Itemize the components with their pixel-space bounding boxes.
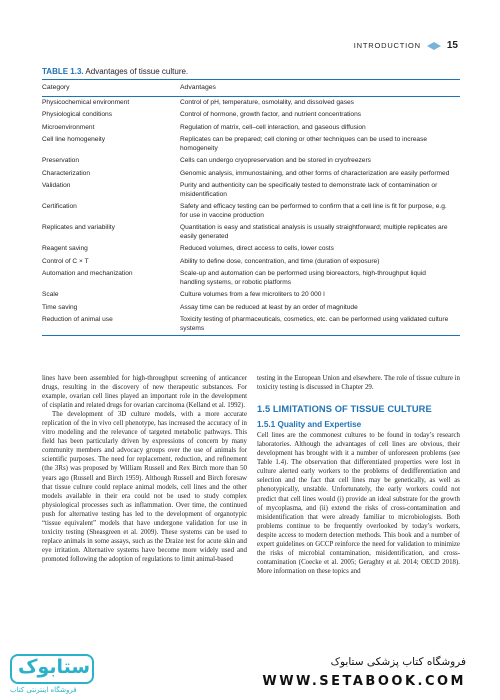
advantage-cell: Ability to define dose, concentration, and time (duration of exposure) <box>180 257 380 265</box>
table-row <box>42 122 460 135</box>
category-cell: Cell line homogeneity <box>42 136 106 143</box>
logo-text: ستابوک <box>18 656 91 678</box>
logo-subtitle: فروشگاه اینترنتی کتاب <box>10 686 77 694</box>
table-row <box>42 109 460 122</box>
table-row <box>42 243 460 256</box>
running-head <box>354 40 458 51</box>
advantage-cell: Culture volumes from a few microliters to 20 000 l <box>180 291 325 298</box>
table-row <box>42 97 460 110</box>
category-cell: Replicates and variability <box>42 224 115 231</box>
advantage-cell: Control of pH, temperature, osmolality, and dissolved gases <box>180 98 354 106</box>
table-number: TABLE 1.3. <box>42 67 84 76</box>
table-row <box>42 314 460 335</box>
advantages-table <box>42 79 460 336</box>
store-banner <box>0 646 500 700</box>
category-cell: Time saving <box>42 303 78 311</box>
category-cell: Validation <box>42 182 71 189</box>
table-title: Advantages of tissue culture. <box>85 67 189 76</box>
page-number: 15 <box>446 40 458 51</box>
subsection-heading: 1.5.1 Quality and Expertise <box>257 420 362 430</box>
section-heading: 1.5 LIMITATIONS OF TISSUE CULTURE <box>257 404 432 415</box>
store-logo <box>6 654 98 696</box>
advantage-cell: Purity and authenticity can be specifically tested to demonstrate lack of contamination or misidentification <box>180 182 438 198</box>
advantage-cell: Control of hormone, growth factor, and nutrient concentrations <box>180 111 362 118</box>
advantage-cell: Regulation of matrix, cell–cell interaction, and gaseous diffusion <box>180 123 366 131</box>
table-body <box>42 97 460 336</box>
category-cell: Reduction of animal use <box>42 316 113 323</box>
body-paragraph: The development of 3D culture models, with a more accurate replication of the in vivo cell phenotype, has increased the accuracy of in vitro modeling and the relevance of targeted metabolic pathways. This field has been particularly driven by expressions of concern by many community members and advocacy groups over the use of animals for scientific purposes. The need for replacement, reduction, and refinement (the 3Rs) was proposed by William Russell and Rex Birch more than 50 years ago (Russell and Birch 1959). Although Russell and Birch foresaw that tissue culture could replace animal models, cell lines and the other models available in their era could not be used to study complex physiological processes such as inflammation. Over time, the continued push for alternative testing has led to the development of organotypic “tissue equivalent” models that have undergone validation for use in toxicity testing (Sheasgreen et al. 2009). These systems can be used to replace animals in some assays, such as the Draize test for acute skin and eye irritation. Alternative systems have become more widely used and promoted following the adoption of regulations to limit animal-based <box>42 411 247 563</box>
category-cell: Microenvironment <box>42 123 95 131</box>
advantage-cell: Replicates can be prepared; cell cloning or other techniques can be used to increase homogeneity <box>180 136 428 152</box>
table-row <box>42 134 460 155</box>
category-cell: Physiological conditions <box>42 111 113 118</box>
category-cell: Physicochemical environment <box>42 98 130 106</box>
advantage-cell: Scale-up and automation can be performed using bioreactors, high-throughput liquid handling systems, or robotic platforms <box>180 270 426 286</box>
category-cell: Characterization <box>42 169 91 177</box>
category-cell: Preservation <box>42 157 80 164</box>
advantage-cell: Genomic analysis, immunostaining, and other forms of characterization are easily performed <box>180 169 450 177</box>
table-row <box>42 180 460 201</box>
category-cell: Scale <box>42 291 59 298</box>
advantage-cell: Toxicity testing of pharmaceuticals, cosmetics, etc. can be performed using validated culture systems <box>180 316 449 332</box>
table-caption <box>42 67 188 76</box>
body-paragraph: testing in the European Union and elsewhere. The role of tissue culture in toxicity testing is discussed in Chapter 29. <box>257 375 460 392</box>
advantage-cell: Cells can undergo cryopreservation and be stored in cryofreezers <box>180 157 371 164</box>
advantage-cell: Assay time can be reduced at least by an order of magnitude <box>180 303 358 311</box>
table-row <box>42 222 460 243</box>
table-row <box>42 155 460 168</box>
table-row <box>42 289 460 302</box>
advantage-cell: Safety and efficacy testing can be performed to confirm that a cell line is fit for purpose, e.g. for use in vaccine production <box>180 203 447 219</box>
category-cell: Certification <box>42 203 77 210</box>
category-cell: Automation and mechanization <box>42 270 133 277</box>
column-header-advantages: Advantages <box>180 84 216 91</box>
table-row <box>42 201 460 222</box>
banner-title: فروشگاه کتاب پزشکی ستابوک <box>330 656 466 668</box>
column-header-category: Category <box>42 84 70 91</box>
table-row <box>42 302 460 315</box>
advantage-cell: Reduced volumes, direct access to cells, lower costs <box>180 245 334 252</box>
body-paragraph: Cell lines are the commonest cultures to be found in today’s research laboratories. Although the advantages of cell lines are obvious, their development has brought with it a number of unforeseen problems (see Table 1.4). The observation that differentiated properties were lost in culture alerted early workers to the problems of dedifferentiation and selection and the fact that cell lines may be genetically, as well as phenotypically, unstable. Unfortunately, the early workers could not predict that cell lines would (i) provide an ideal substrate for the growth of mycoplasma, and (ii) extend the risks of cross-contamination and misidentification that were already familiar to microbiologists. Both problems continue to be frequently overlooked by today’s workers, despite access to modern detection methods. This book and a number of expert guidelines on GCCP reinforce the need for validation to minimize the risks of microbial contamination, misidentification, and cross-contamination (Coecke et al. 2005; Geraghty et al. 2014; OECD 2018). More information on these topics and <box>257 432 460 575</box>
banner-url[interactable]: WWW.SETABOOK.COM <box>262 674 466 689</box>
body-paragraph: lines have been assembled for high-throughput screening of anticancer drugs, resulting in the discovery of new therapeutic substances. For example, ovarian cell lines played an important role in the development of cisplatin and related drugs for ovarian carcinoma (Kelland et al. 1992). <box>42 375 247 410</box>
advantage-cell: Quantitation is easy and statistical analysis is usually straightforward; multiple replicates are easily generated <box>180 224 448 240</box>
table-row <box>42 168 460 181</box>
table-row <box>42 268 460 289</box>
table-row <box>42 256 460 269</box>
diamond-ornament-icon <box>427 42 441 50</box>
table-header-row <box>42 80 460 97</box>
category-cell: Control of C × T <box>42 257 89 265</box>
category-cell: Reagent saving <box>42 245 88 252</box>
running-head-section: INTRODUCTION <box>353 41 421 50</box>
